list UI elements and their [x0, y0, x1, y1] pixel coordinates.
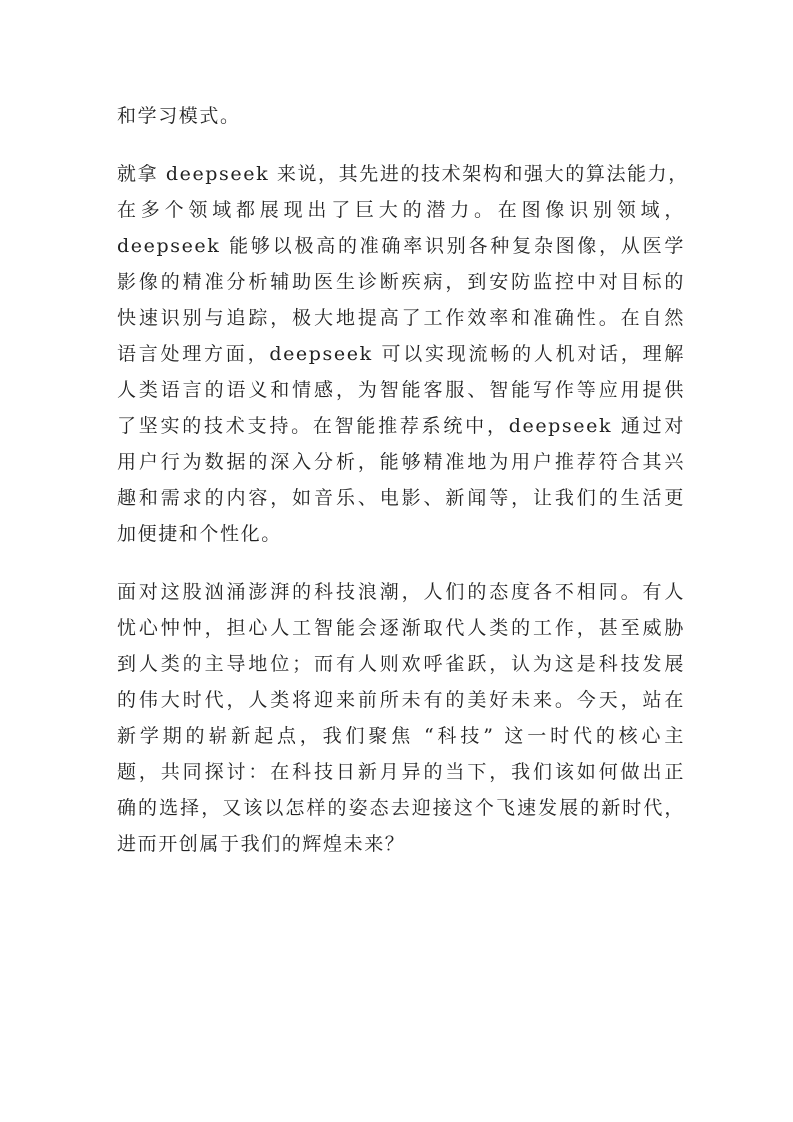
text-line: 趣和需求的内容，如音乐、电影、新闻等，让我们的生活更 [117, 487, 685, 509]
text-line: 人类语言的语义和情感，为智能客服、智能写作等应用提供 [117, 379, 685, 401]
text-line: 加便捷和个性化。 [117, 523, 282, 545]
text-line: 快速识别与追踪，极大地提高了工作效率和准确性。在自然 [117, 307, 685, 329]
text-line: 题，共同探讨：在科技日新月异的当下，我们该如何做出正 [117, 761, 685, 783]
paragraph-gap [117, 134, 685, 156]
paragraph-gap [117, 552, 685, 574]
text-line: 进而开创属于我们的辉煌未来？ [117, 833, 406, 855]
text-line: 和学习模式。 [117, 105, 241, 127]
paragraph-2 [117, 156, 689, 552]
text-line: 面对这股汹涌澎湃的科技浪潮，人们的态度各不相同。有人 [117, 581, 685, 603]
paragraph-1 [117, 98, 685, 134]
text-line: 用户行为数据的深入分析，能够精准地为用户推荐符合其兴 [117, 451, 685, 473]
text-line: 确的选择，又该以怎样的姿态去迎接这个飞速发展的新时代， [117, 797, 685, 819]
text-line: 的伟大时代，人类将迎来前所未有的美好未来。今天，站在 [117, 689, 685, 711]
text-line: 新学期的崭新起点，我们聚焦 “科技” 这一时代的核心主 [117, 725, 685, 747]
paragraph-3 [117, 574, 685, 862]
text-line: 就拿 deepseek 来说，其先进的技术架构和强大的算法能力， [117, 163, 689, 185]
document-page [117, 98, 689, 862]
text-line: 忧心忡忡，担心人工智能会逐渐取代人类的工作，甚至威胁 [117, 617, 685, 639]
text-line: 语言处理方面，deepseek 可以实现流畅的人机对话，理解 [117, 343, 685, 365]
text-line: 了坚实的技术支持。在智能推荐系统中，deepseek 通过对 [117, 415, 685, 437]
text-line: 影像的精准分析辅助医生诊断疾病，到安防监控中对目标的 [117, 271, 685, 293]
text-line: 在多个领域都展现出了巨大的潜力。在图像识别领域， [117, 199, 685, 221]
text-line: 到人类的主导地位；而有人则欢呼雀跃，认为这是科技发展 [117, 653, 685, 675]
text-line: deepseek 能够以极高的准确率识别各种复杂图像，从医学 [117, 235, 685, 257]
